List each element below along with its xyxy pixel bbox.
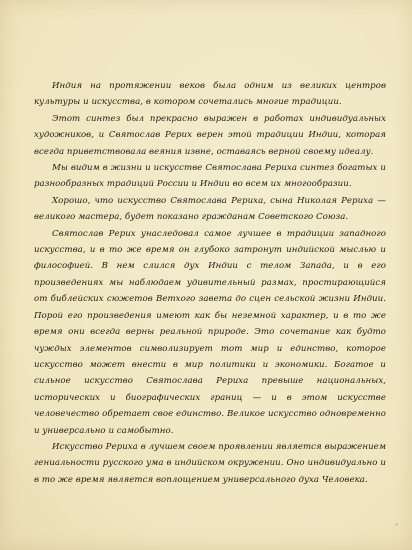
paragraph-2: Этот синтез был прекрасно выражен в работах индивидуальных художников, и Святослав Рерих верен этой традиции Индии, которая всегда приветствовала веяния извне, оставаясь верной своему идеалу. xyxy=(34,113,386,157)
paragraph-6: Искусство Рериха в лучшем своем проявлении является выражением гениальности русского ума в индийском окружении. Оно индивидуально и в то же время является воплощением универсального духа Человека. xyxy=(34,441,386,485)
paragraph-4: Хорошо, что искусство Святослава Рериха, сына Николая Рериха — великого мастера, будет показано гражданам Советского Союза. xyxy=(34,195,386,223)
paper-stain xyxy=(395,523,398,526)
paragraph-3: Мы видим в жизни и искусстве Святослава Рериха синтез богатых и разнообразных традиций России и Индии во всем их многообразии. xyxy=(34,163,386,190)
paragraph-5: Святослав Рерих унаследовал самое лучшее в традиции западного искусства, и в то же время он глубоко затронут индийской мыслью и философией. В нем слился дух Индии с телом Запада, и в его произведениях мы наблюдаем удивительный размах, простирающийся от библейских сюжетов Ветхого завета до сцен сельской жизни Индии. Порой его произведения имеют как бы неземной характер, и в то же время они всегда верны реальной природе. Это сочетание как будто чуждых элементов символизирует тот мир и единство, которое искусство может внести в мир политики и экономики. Богатое и сильное искусство Святослава Рериха превыше национальных, исторических и биографических границ — и в этом искусстве человечество обретает свое единство. Великое искусство одновременно и универсально и самобытно. xyxy=(34,228,386,436)
paragraph-1: Индия на протяжении веков была одним из великих центров культуры и искусства, в котором сочетались многие традиции. xyxy=(34,81,386,108)
body-text xyxy=(34,78,386,488)
